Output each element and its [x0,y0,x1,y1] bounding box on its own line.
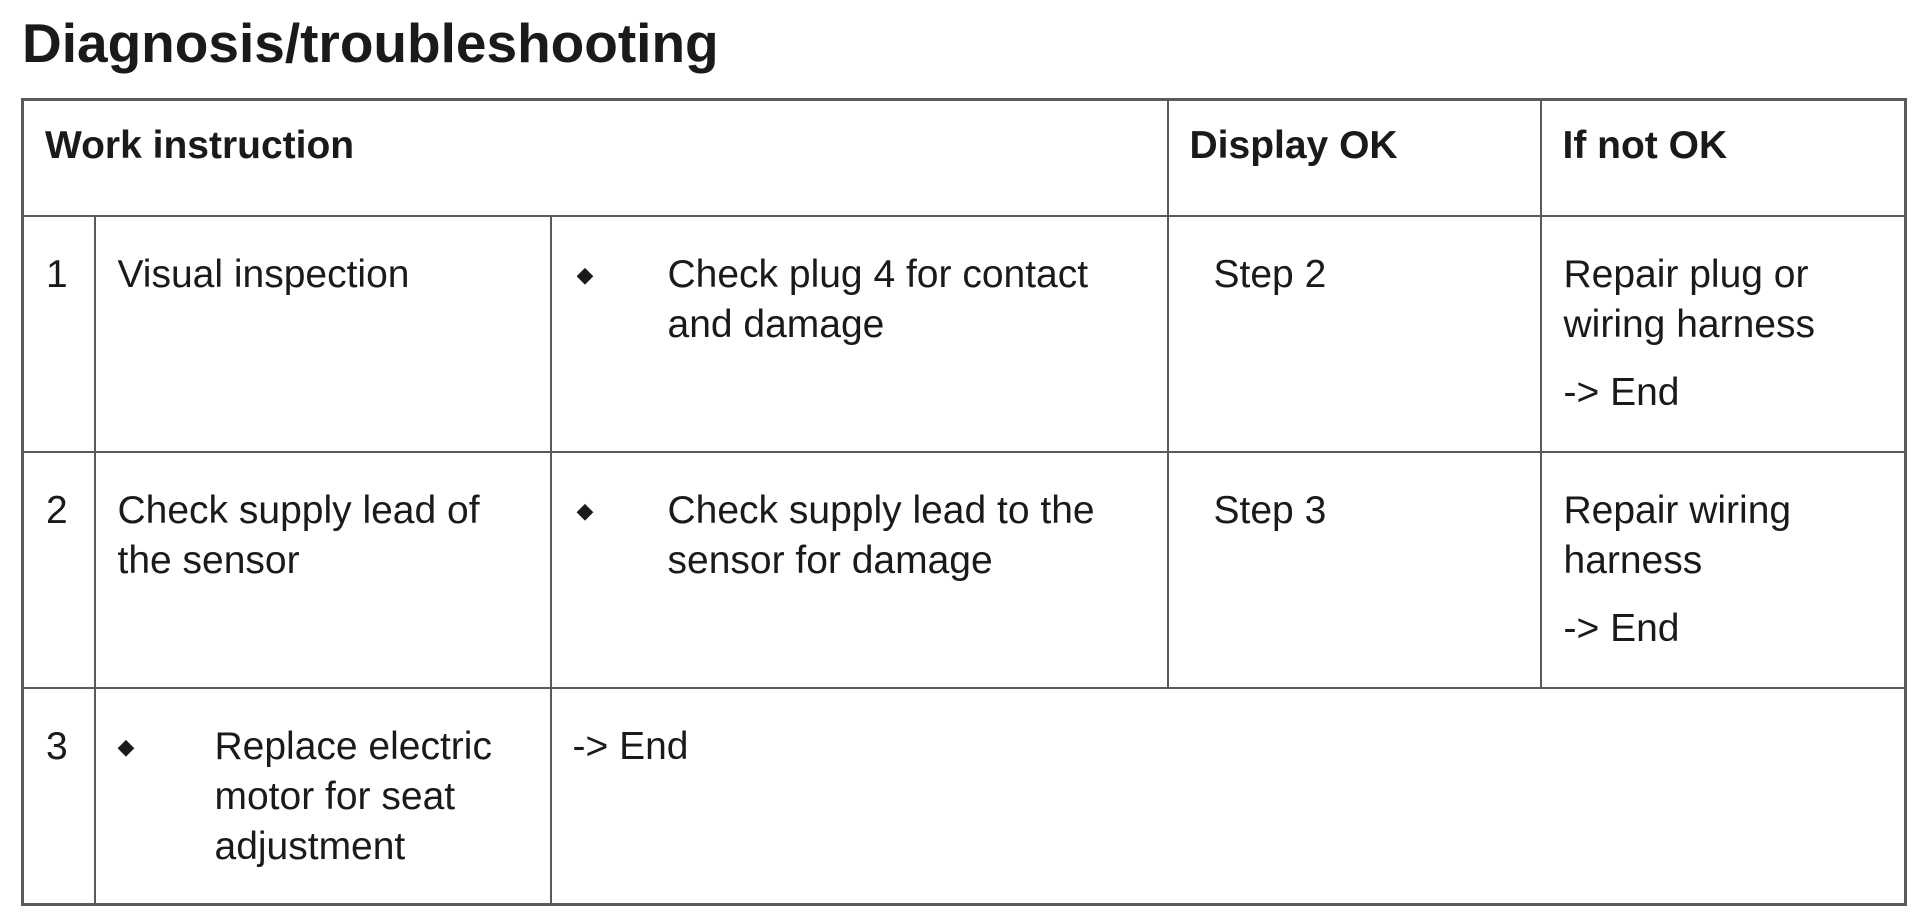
step-if-not-ok-next: -> End [1563,606,1680,650]
step-if-not-ok [1541,452,1906,688]
diamond-bullet-icon: ◆ [117,733,135,759]
step-if-not-ok-next: -> End [1563,370,1680,414]
step-if-not-ok-text: Repair plug or wiring harness [1563,252,1815,346]
step-action [95,688,551,905]
step-action-text: Check supply lead to the sensor for damage [667,488,1095,582]
step-number: 1 [23,216,95,452]
header-work-instruction: Work instruction [23,100,1168,216]
page-title: Diagnosis/troubleshooting [22,12,719,74]
step-if-not-ok [1541,216,1906,452]
step-instruction: Visual inspection [95,216,551,452]
table-row [23,216,1906,452]
table-row [23,688,1906,905]
step-instruction: Check supply lead of the sensor [95,452,551,688]
step-number: 3 [23,688,95,905]
header-display-ok: Display OK [1168,100,1541,216]
step-result: -> End [551,688,1906,905]
diamond-bullet-icon: ◆ [576,497,594,523]
step-display-ok: Step 2 [1168,216,1541,452]
diagnosis-table [21,98,1907,906]
step-action-text: Replace electric motor for seat adjustment [214,724,492,868]
header-if-not-ok: If not OK [1541,100,1906,216]
step-action [551,216,1168,452]
step-display-ok: Step 3 [1168,452,1541,688]
step-action-text: Check plug 4 for contact and damage [667,252,1089,346]
step-if-not-ok-text: Repair wiring harness [1563,488,1792,582]
table-header-row [23,100,1906,216]
step-action [551,452,1168,688]
table-row [23,452,1906,688]
step-number: 2 [23,452,95,688]
diamond-bullet-icon: ◆ [576,261,594,287]
